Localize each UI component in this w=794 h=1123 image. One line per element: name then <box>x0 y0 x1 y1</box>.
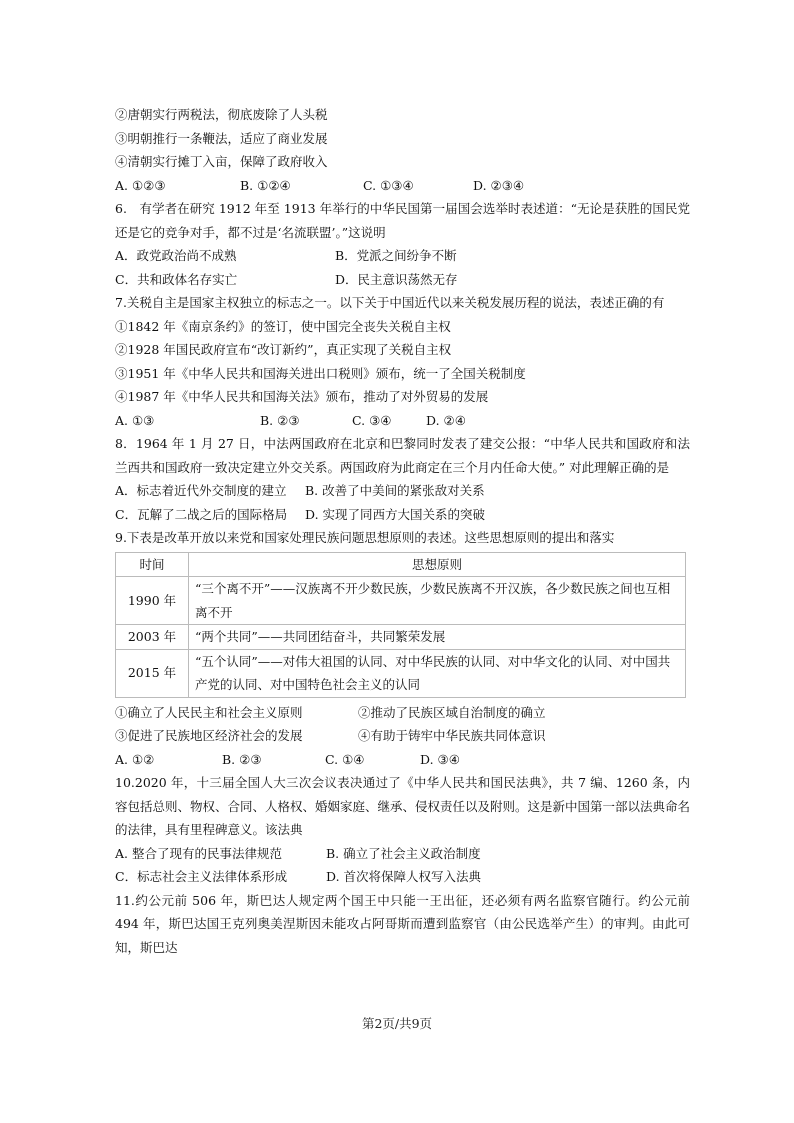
q9-option-b[interactable]: B. ②③ <box>222 751 262 767</box>
q8-option-b[interactable]: B. 改善了中美间的紧张敌对关系 <box>305 483 485 498</box>
q11-stem: 11.约公元前 506 年，斯巴达人规定两个国王中只能一王出征，还必须有两名监察官随行。约公元前 494 年，斯巴达国王克列奥美涅斯因未能攻占阿哥斯而遭到监察官（由公民选举产生）的审判。由此可知，斯巴达 <box>115 892 690 955</box>
q6-option-b[interactable]: B．党派之间纷争不断 <box>335 248 457 263</box>
table-row <box>116 625 686 650</box>
q9-statement-2: ②推动了民族区域自治制度的确立 <box>358 704 546 720</box>
q9-statement-4: ④有助于铸牢中华民族共同体意识 <box>358 728 546 743</box>
q7-option-c[interactable]: C. ③④ <box>352 412 392 428</box>
q10-option-b[interactable]: B. 确立了社会主义政治制度 <box>326 845 481 861</box>
q10-stem: 10.2020 年，十三届全国人大三次会议表决通过了《中华人民共和国民法典》，共 7 编、1260 条，内容包括总则、物权、合同、人格权、婚姻家庭、继承、侵权责任以及附则。这是新中国第一部以法典命名的法律，具有里程碑意义。该法典 <box>115 775 691 837</box>
q10-option-c[interactable]: C．标志社会主义法律体系形成 <box>115 869 288 884</box>
q7-statement-3: ③1951 年《中华人民共和国海关进出口税则》颁布，统一了全国关税制度 <box>115 365 526 381</box>
q7-statement-2: ②1928 年国民政府宣布“改订新约”，真正实现了关税自主权 <box>115 342 452 357</box>
q6-option-a[interactable]: A．政党政治尚不成熟 <box>115 248 237 263</box>
page-number: 第2页/共9页 <box>361 1016 433 1031</box>
q5-option-d[interactable]: D. ②③④ <box>473 177 525 193</box>
q10-options-row2 <box>115 865 690 889</box>
exam-page <box>115 103 690 959</box>
q6-option-d[interactable]: D．民主意识荡然无存 <box>335 271 458 287</box>
q10-option-d[interactable]: D. 首次将保障人权写入法典 <box>326 869 482 884</box>
q9-stem: 9.下表是改革开放以来党和国家处理民族问题思想原则的表述。这些思想原则的提出和落实 <box>115 530 615 545</box>
q7-option-b[interactable]: B. ②③ <box>260 412 300 428</box>
q9-options <box>115 748 690 772</box>
q6-options-row1 <box>115 244 690 268</box>
table-header-time: 时间 <box>116 552 189 577</box>
table-cell-year: 2015 年 <box>116 649 189 697</box>
q6-options-row2 <box>115 268 690 292</box>
table-cell-principle: “五个认同”——对伟大祖国的认同、对中华民族的认同、对中华文化的认同、对中国共产党的认同、对中国特色社会主义的认同 <box>189 649 686 697</box>
q5-statement-3: ③明朝推行一条鞭法，适应了商业发展 <box>115 130 328 146</box>
q9-option-d[interactable]: D. ③④ <box>420 751 460 767</box>
q8-option-c[interactable]: C．瓦解了二战之后的国际格局 <box>115 506 288 522</box>
q9-statement-1: ①确立了人民民主和社会主义原则 <box>115 704 303 720</box>
q9-statement-3: ③促进了民族地区经济社会的发展 <box>115 728 303 743</box>
q5-options <box>115 174 690 198</box>
q10-options-row1 <box>115 842 690 866</box>
q7-options <box>115 409 690 433</box>
q6-option-c[interactable]: C．共和政体名存实亡 <box>115 271 238 287</box>
q9-statements-row2 <box>115 724 690 748</box>
q8-stem: 8．1964 年 1 月 27 日，中法两国政府在北京和巴黎同时发表了建交公报：“中华人民共和国政府和法兰西共和国政府一致决定建立外交关系。两国政府为此商定在三个月内任命大使。” 对此理解正确的是 <box>115 436 690 475</box>
q8-option-d[interactable]: D. 实现了同西方大国关系的突破 <box>305 506 486 522</box>
q8-options-row1 <box>115 479 690 503</box>
q8-options-row2 <box>115 503 690 527</box>
table-cell-principle: “两个共同”——共同团结奋斗，共同繁荣发展 <box>189 625 686 650</box>
q5-option-a[interactable]: A. ①②③ <box>115 177 166 193</box>
q7-statement-1: ①1842 年《南京条约》的签订，使中国完全丧失关税自主权 <box>115 318 451 334</box>
table-header-row <box>116 552 686 577</box>
q5-statement-4: ④清朝实行摊丁入亩，保障了政府收入 <box>115 154 328 169</box>
table-header-principle: 思想原则 <box>189 552 686 577</box>
table-cell-principle: “三个离不开”——汉族离不开少数民族，少数民族离不开汉族，各少数民族之间也互相离不开 <box>189 577 686 625</box>
q5-option-c[interactable]: C. ①③④ <box>363 177 414 193</box>
q5-statement-2: ②唐朝实行两税法，彻底废除了人头税 <box>115 107 328 122</box>
q7-option-d[interactable]: D. ②④ <box>426 412 466 428</box>
q5-option-b[interactable]: B. ①②④ <box>240 177 291 193</box>
table-row <box>116 577 686 625</box>
q9-table <box>115 552 686 698</box>
table-cell-year: 2003 年 <box>116 625 189 650</box>
table-row <box>116 649 686 697</box>
q6-stem: 6. 有学者在研究 1912 年至 1913 年举行的中华民国第一届国会选举时表述道：“无论是获胜的国民党还是它的竞争对手，都不过是‘名流联盟’。”这说明 <box>115 201 690 240</box>
q8-option-a[interactable]: A．标志着近代外交制度的建立 <box>115 483 287 498</box>
table-cell-year: 1990 年 <box>116 577 189 625</box>
q7-statement-4: ④1987 年《中华人民共和国海关法》颁布，推动了对外贸易的发展 <box>115 389 489 404</box>
q9-statements-row1 <box>115 701 690 725</box>
q10-option-a[interactable]: A. 整合了现有的民事法律规范 <box>115 845 282 861</box>
q7-option-a[interactable]: A. ①③ <box>115 412 155 428</box>
q9-option-a[interactable]: A. ①② <box>115 751 155 767</box>
q9-option-c[interactable]: C. ①④ <box>325 751 365 767</box>
q7-stem: 7.关税自主是国家主权独立的标志之一。以下关于中国近代以来关税发展历程的说法，表述正确的有 <box>115 295 665 310</box>
